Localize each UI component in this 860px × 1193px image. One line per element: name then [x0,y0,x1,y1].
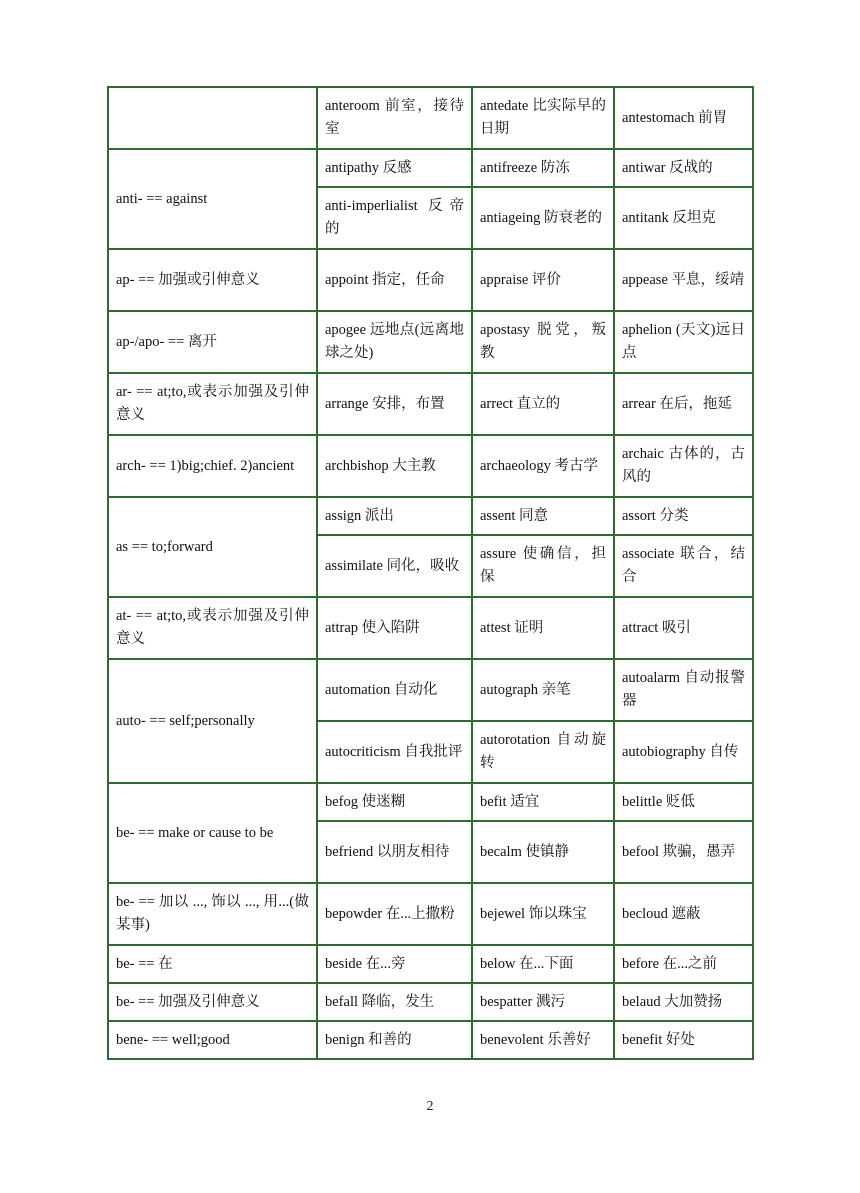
example-word-cell: associate 联合，结合 [614,535,753,597]
example-word-cell: assign 派出 [317,497,472,535]
root-prefix-cell [108,87,317,149]
example-word-cell: befriend 以朋友相待 [317,821,472,883]
example-word-cell: attrap 使入陷阱 [317,597,472,659]
example-word-cell: appoint 指定，任命 [317,249,472,311]
example-word-cell: autograph 亲笔 [472,659,614,721]
table-row [108,659,753,721]
example-word-cell: archaeology 考古学 [472,435,614,497]
example-word-cell: archaic 古体的，古风的 [614,435,753,497]
example-word-cell: befog 使迷糊 [317,783,472,821]
table-row [108,497,753,535]
table-row [108,945,753,983]
example-word-cell: before 在...之前 [614,945,753,983]
example-word-cell: antiageing 防衰老的 [472,187,614,249]
example-word-cell: autorotation 自动旋转 [472,721,614,783]
table-row [108,249,753,311]
example-word-cell: antiwar 反战的 [614,149,753,187]
example-word-cell: benevolent 乐善好 [472,1021,614,1059]
root-prefix-cell: ar- == at;to,或表示加强及引伸意义 [108,373,317,435]
example-word-cell: benefit 好处 [614,1021,753,1059]
root-prefix-cell: be- == make or cause to be [108,783,317,883]
example-word-cell: automation 自动化 [317,659,472,721]
example-word-cell: befit 适宜 [472,783,614,821]
example-word-cell: belittle 贬低 [614,783,753,821]
table-row [108,783,753,821]
root-prefix-cell: anti- == against [108,149,317,249]
example-word-cell: apogee 远地点(远离地球之处) [317,311,472,373]
root-prefix-cell: bene- == well;good [108,1021,317,1059]
table-row [108,373,753,435]
page-number: 2 [426,1099,434,1114]
example-word-cell: appease 平息，绥靖 [614,249,753,311]
root-prefix-cell: as == to;forward [108,497,317,597]
example-word-cell: below 在...下面 [472,945,614,983]
example-word-cell: antifreeze 防冻 [472,149,614,187]
table-row [108,311,753,373]
example-word-cell: anteroom 前室，接待室 [317,87,472,149]
table-row [108,1021,753,1059]
table-row [108,597,753,659]
root-prefix-cell: be- == 在 [108,945,317,983]
example-word-cell: bepowder 在...上撒粉 [317,883,472,945]
example-word-cell: arrange 安排，布置 [317,373,472,435]
word-root-table-body [108,87,753,1059]
example-word-cell: apostasy 脱党，叛教 [472,311,614,373]
table-row [108,87,753,149]
example-word-cell: arrect 直立的 [472,373,614,435]
root-prefix-cell: auto- == self;personally [108,659,317,783]
example-word-cell: benign 和善的 [317,1021,472,1059]
example-word-cell: archbishop 大主教 [317,435,472,497]
table-row [108,149,753,187]
table-row [108,883,753,945]
example-word-cell: assort 分类 [614,497,753,535]
root-prefix-cell: at- == at;to,或表示加强及引伸意义 [108,597,317,659]
example-word-cell: becloud 遮蔽 [614,883,753,945]
root-prefix-cell: be- == 加以 ..., 饰以 ..., 用...(做某事) [108,883,317,945]
table-row [108,983,753,1021]
example-word-cell: belaud 大加赞扬 [614,983,753,1021]
example-word-cell: appraise 评价 [472,249,614,311]
example-word-cell: antipathy 反感 [317,149,472,187]
root-prefix-cell: arch- == 1)big;chief. 2)ancient [108,435,317,497]
example-word-cell: bespatter 溅污 [472,983,614,1021]
example-word-cell: antedate 比实际早的日期 [472,87,614,149]
example-word-cell: anti-imperlialist 反帝的 [317,187,472,249]
example-word-cell: assimilate 同化，吸收 [317,535,472,597]
example-word-cell: antitank 反坦克 [614,187,753,249]
example-word-cell: arrear 在后，拖延 [614,373,753,435]
example-word-cell: assure 使确信，担保 [472,535,614,597]
root-prefix-cell: ap- == 加强或引伸意义 [108,249,317,311]
example-word-cell: assent 同意 [472,497,614,535]
example-word-cell: beside 在...旁 [317,945,472,983]
example-word-cell: autocriticism 自我批评 [317,721,472,783]
root-prefix-cell: be- == 加强及引伸意义 [108,983,317,1021]
example-word-cell: autoalarm 自动报警器 [614,659,753,721]
example-word-cell: befall 降临，发生 [317,983,472,1021]
example-word-cell: autobiography 自传 [614,721,753,783]
root-prefix-cell: ap-/apo- == 离开 [108,311,317,373]
example-word-cell: bejewel 饰以珠宝 [472,883,614,945]
word-root-table [107,86,754,1060]
example-word-cell: befool 欺骗，愚弄 [614,821,753,883]
example-word-cell: antestomach 前胃 [614,87,753,149]
example-word-cell: becalm 使镇静 [472,821,614,883]
table-row [108,435,753,497]
example-word-cell: aphelion (天文)远日点 [614,311,753,373]
example-word-cell: attract 吸引 [614,597,753,659]
example-word-cell: attest 证明 [472,597,614,659]
